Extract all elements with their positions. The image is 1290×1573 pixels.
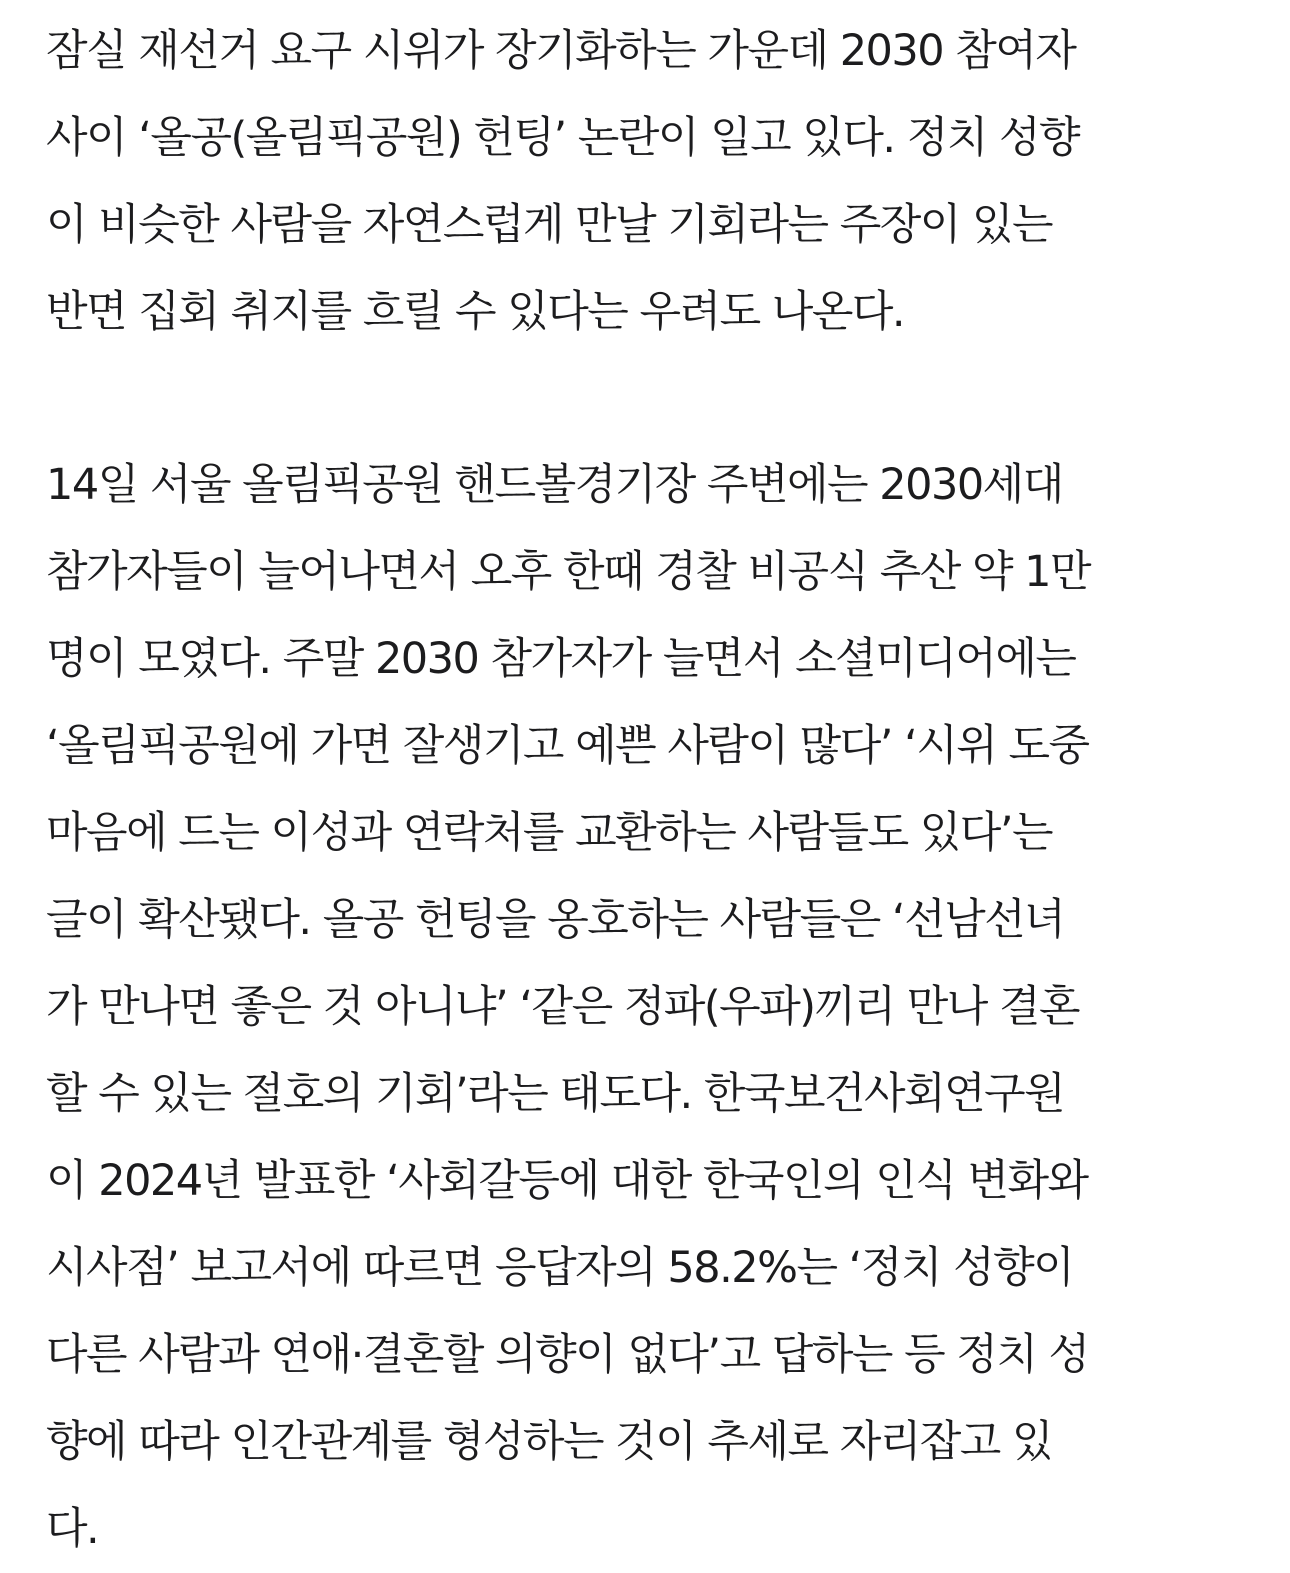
text-line: 이 비슷한 사람을 자연스럽게 만날 기회라는 주장이 있는	[46, 200, 1053, 250]
text-line: 다.	[46, 1504, 99, 1554]
article-body	[46, 8, 1251, 1573]
text-line: 향에 따라 인간관계를 형성하는 것이 추세로 자리잡고 있	[46, 1417, 1053, 1467]
text-line: 잠실 재선거 요구 시위가 장기화하는 가운데 2030 참여자	[46, 26, 1076, 76]
text-line: ‘올림픽공원에 가면 잘생기고 예쁜 사람이 많다’ ‘시위 도중	[46, 721, 1089, 771]
text-line: 다른 사람과 연애·결혼할 의향이 없다’고 답하는 등 정치 성	[46, 1330, 1089, 1380]
text-line: 14일 서울 올림픽공원 핸드볼경기장 주변에는 2030세대	[46, 460, 1063, 510]
text-line: 사이 ‘올공(올림픽공원) 헌팅’ 논란이 일고 있다. 정치 성향	[46, 113, 1080, 163]
text-line: 명이 모였다. 주말 2030 참가자가 늘면서 소셜미디어에는	[46, 634, 1076, 684]
paragraph-intro	[46, 8, 1251, 356]
text-line: 시사점’ 보고서에 따르면 응답자의 58.2%는 ‘정치 성향이	[46, 1243, 1074, 1293]
text-line: 참가자들이 늘어나면서 오후 한때 경찰 비공식 추산 약 1만	[46, 547, 1091, 597]
paragraph-main	[46, 442, 1251, 1573]
text-line: 가 만나면 좋은 것 아니냐’ ‘같은 정파(우파)끼리 만나 결혼	[46, 982, 1080, 1032]
text-line: 글이 확산됐다. 올공 헌팅을 옹호하는 사람들은 ‘선남선녀	[46, 895, 1065, 945]
text-line: 마음에 드는 이성과 연락처를 교환하는 사람들도 있다’는	[46, 808, 1053, 858]
text-line: 할 수 있는 절호의 기회’라는 태도다. 한국보건사회연구원	[46, 1069, 1065, 1119]
text-line: 이 2024년 발표한 ‘사회갈등에 대한 한국인의 인식 변화와	[46, 1156, 1088, 1206]
text-line: 반면 집회 취지를 흐릴 수 있다는 우려도 나온다.	[46, 287, 905, 337]
